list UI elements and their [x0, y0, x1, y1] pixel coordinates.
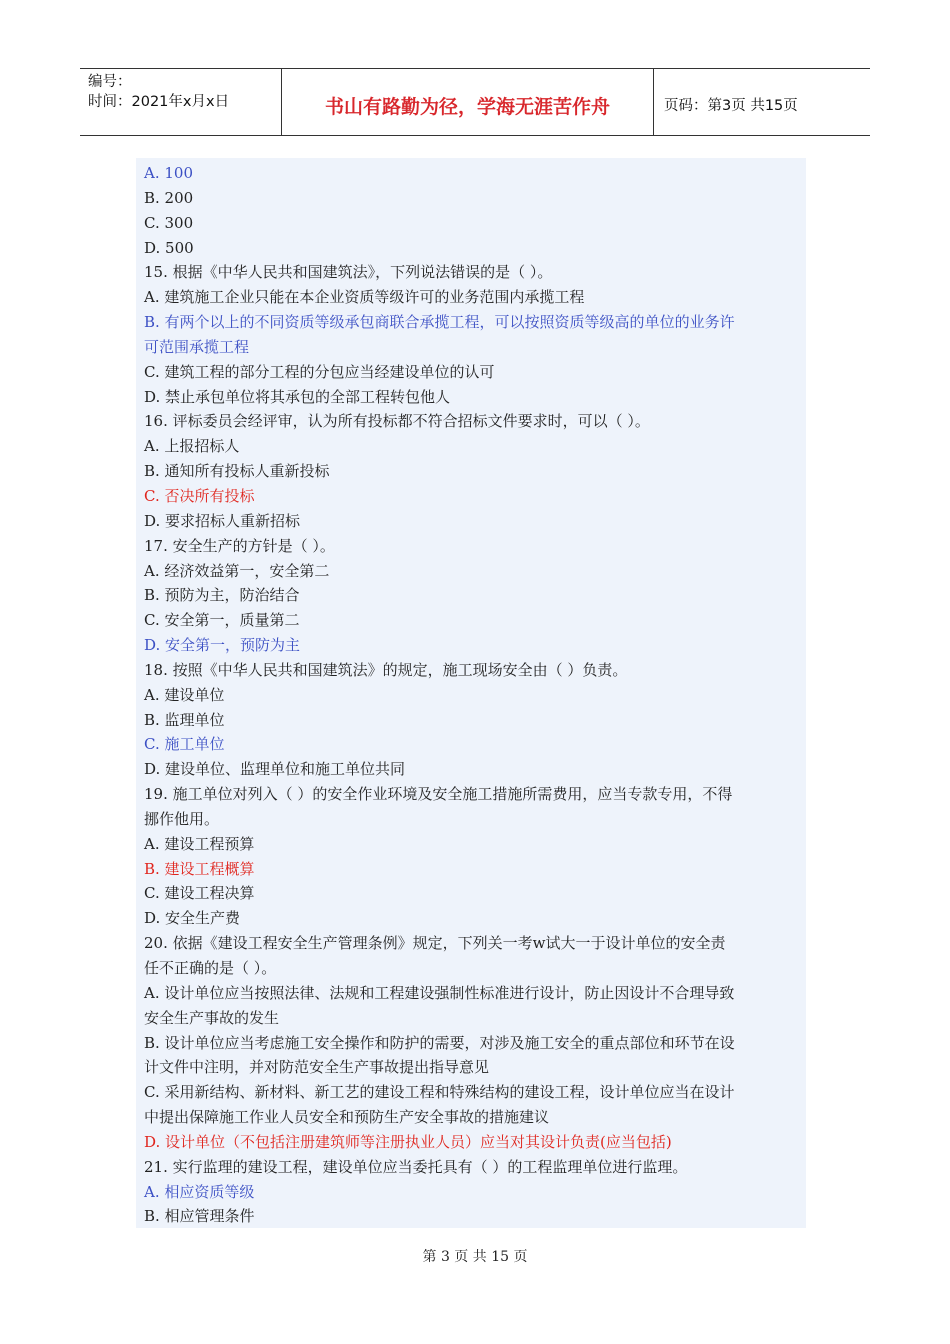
text-line: D. 安全生产费 — [144, 909, 241, 928]
text-line: B. 200 — [144, 188, 194, 207]
text-line: D. 设计单位（不包括注册建筑师等注册执业人员）应当对其设计负责(应当包括) — [144, 1132, 672, 1151]
text-line: D. 要求招标人重新招标 — [144, 511, 301, 530]
text-line: C. 建设工程决算 — [144, 884, 255, 903]
text-line: B. 相应管理条件 — [144, 1207, 255, 1226]
header-motto: 书山有路勤为径，学海无涯苦作舟 — [282, 69, 654, 135]
text-line: 安全生产事故的发生 — [144, 1008, 280, 1027]
text-line: 19. 施工单位对列入（ ）的安全作业环境及安全施工措施所需费用，应当专款专用，不得 — [144, 785, 733, 804]
text-line: D. 安全第一，预防为主 — [144, 636, 301, 655]
text-line: 可范围承揽工程 — [144, 337, 250, 356]
document-number-label: 编号： — [88, 74, 132, 90]
text-line: 计文件中注明，并对防范安全生产事故提出指导意见 — [144, 1058, 490, 1077]
text-line: D. 500 — [144, 238, 194, 257]
text-line: A. 100 — [144, 164, 193, 182]
text-line: B. 建设工程概算 — [144, 859, 255, 878]
text-line: A. 经济效益第一，安全第二 — [144, 561, 330, 580]
page-header — [80, 68, 870, 136]
text-line: C. 建筑工程的部分工程的分包应当经建设单位的认可 — [144, 362, 495, 381]
text-line: 16. 评标委员会经评审，认为所有投标都不符合招标文件要求时，可以（ ）。 — [144, 412, 650, 431]
text-line: C. 采用新结构、新材料、新工艺的建设工程和特殊结构的建设工程，设计单位应当在设计 — [144, 1083, 735, 1102]
text-line: D. 禁止承包单位将其承包的全部工程转包他人 — [144, 387, 451, 406]
document-date-label: 时间：2021年x月x日 — [88, 94, 230, 110]
text-line: B. 设计单位应当考虑施工安全操作和防护的需要，对涉及施工安全的重点部位和环节在设 — [144, 1033, 735, 1052]
text-line: 17. 安全生产的方针是（ ）。 — [144, 536, 335, 555]
text-line: A. 建设单位 — [144, 685, 225, 704]
text-line: B. 预防为主，防治结合 — [144, 586, 300, 605]
text-line: B. 有两个以上的不同资质等级承包商联合承揽工程，可以按照资质等级高的单位的业务许 — [144, 313, 735, 332]
text-line: A. 建设工程预算 — [144, 834, 255, 853]
text-line: A. 上报招标人 — [144, 437, 240, 456]
text-line: C. 否决所有投标 — [144, 486, 255, 505]
page-footer: 第 3 页 共 15 页 — [422, 1249, 528, 1265]
text-line: 挪作他用。 — [144, 809, 220, 828]
text-line: A. 相应资质等级 — [144, 1182, 255, 1201]
text-line: 中提出保障施工作业人员安全和预防生产安全事故的措施建议 — [144, 1108, 550, 1127]
question-content — [136, 158, 806, 1228]
text-line: D. 建设单位、监理单位和施工单位共同 — [144, 760, 406, 779]
text-line: C. 安全第一，质量第二 — [144, 611, 300, 630]
header-page-info: 页码：第3页 共15页 — [664, 97, 798, 114]
text-line: 20. 依据《建设工程安全生产管理条例》规定，下列关一考w试大一于设计单位的安全责 — [144, 934, 726, 953]
text-line: B. 通知所有投标人重新投标 — [144, 462, 330, 481]
text-line: C. 施工单位 — [144, 735, 225, 754]
text-line: 15. 根据《中华人民共和国建筑法》，下列说法错误的是（ ）。 — [144, 263, 553, 282]
header-meta — [80, 69, 282, 135]
text-line: A. 设计单位应当按照法律、法规和工程建设强制性标准进行设计，防止因设计不合理导致 — [144, 983, 735, 1002]
text-line: 任不正确的是（ ）。 — [144, 959, 277, 977]
text-line: C. 300 — [144, 213, 194, 232]
text-line: 21. 实行监理的建设工程，建设单位应当委托具有（ ）的工程监理单位进行监理。 — [144, 1157, 688, 1176]
text-line: A. 建筑施工企业只能在本企业资质等级许可的业务范围内承揽工程 — [144, 288, 585, 307]
text-line: B. 监理单位 — [144, 710, 225, 729]
text-line: 18. 按照《中华人民共和国建筑法》的规定，施工现场安全由（ ）负责。 — [144, 660, 628, 679]
